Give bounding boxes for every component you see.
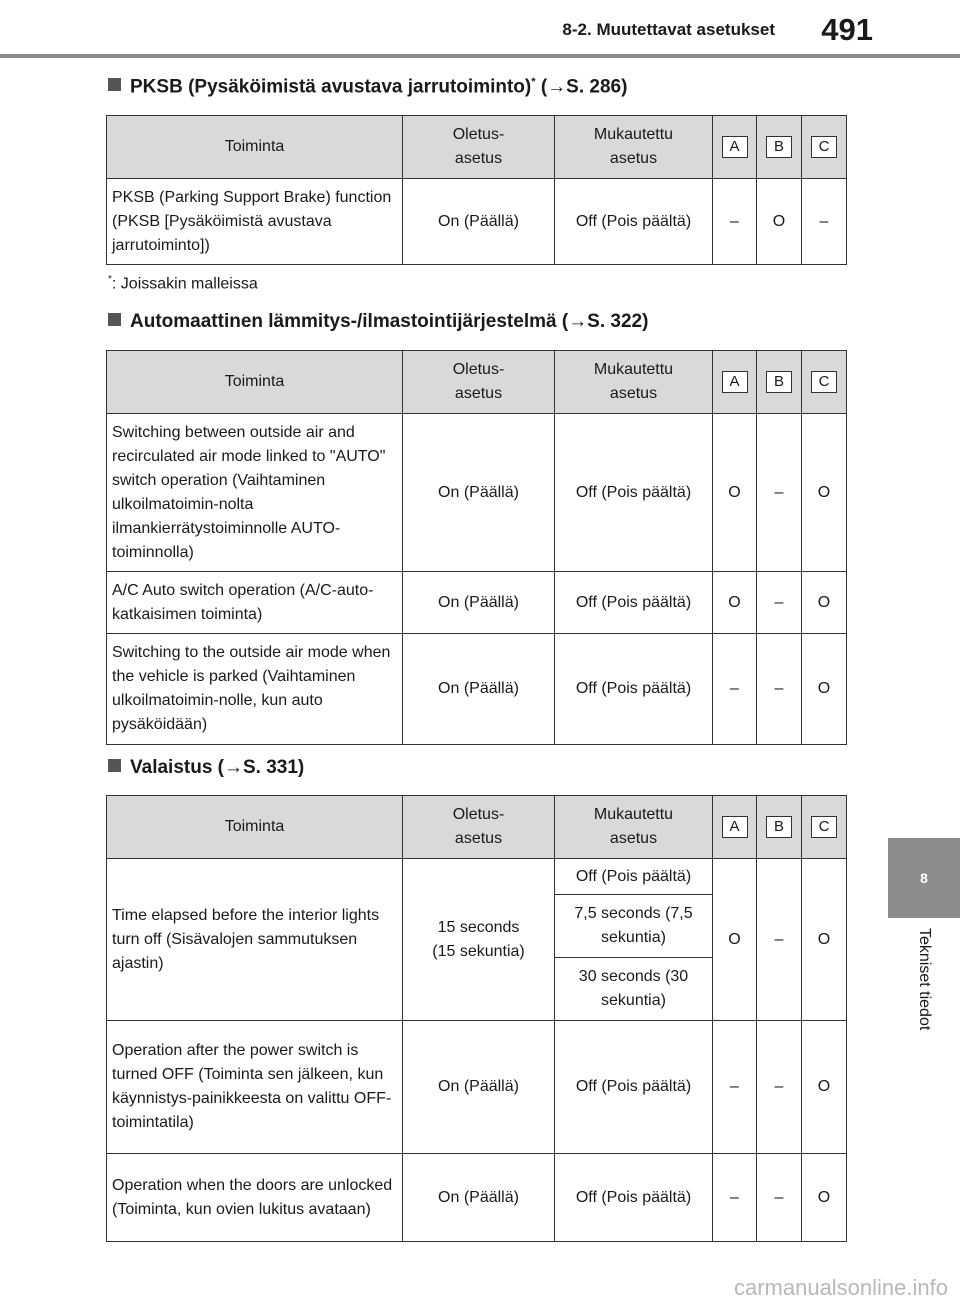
- custom-cell: Off (Pois päältä): [555, 1154, 713, 1242]
- ref-open: (: [540, 76, 548, 98]
- col-default: Oletus- asetus: [403, 116, 555, 179]
- function-cell: Time elapsed before the interior lights turn off (Sisävalojen sammutuksen ajastin): [107, 859, 403, 1021]
- a-cell: –: [713, 634, 757, 745]
- default-cell: On (Päällä): [403, 634, 555, 745]
- col-function: Toiminta: [107, 796, 403, 859]
- col-a: A: [713, 351, 757, 414]
- table-row: [107, 1021, 847, 1154]
- heading-text: Valaistus: [130, 757, 213, 778]
- custom-cell: Off (Pois päältä): [555, 572, 713, 634]
- table-row: [107, 1154, 847, 1242]
- table-header-row: [107, 796, 847, 859]
- table-row: [107, 634, 847, 745]
- settings-table-pksb: [106, 115, 847, 265]
- custom-option-cell: 7,5 seconds (7,5 sekuntia): [555, 895, 713, 958]
- function-cell: Operation after the power switch is turned OFF (Toiminta sen jälkeen, kun käynnistys-painikkeesta on valittu OFF-toimintatila): [107, 1021, 403, 1154]
- col-custom: Mukautettu asetus: [555, 796, 713, 859]
- a-cell: –: [713, 1021, 757, 1154]
- settings-table-lighting: [106, 795, 847, 1242]
- a-cell: O: [713, 859, 757, 1021]
- ref-open: (: [561, 311, 569, 332]
- section-heading-lighting: [108, 757, 304, 779]
- b-cell: O: [757, 179, 802, 265]
- custom-cell: Off (Pois päältä): [555, 414, 713, 572]
- function-cell: Switching between outside air and recirculated air mode linked to "AUTO" switch operation (Vaihtaminen ulkoilmatoimin-nolta ilmankierrätystoiminnolle AUTO-toiminnolla): [107, 414, 403, 572]
- custom-option-cell: 30 seconds (30 sekuntia): [555, 958, 713, 1021]
- b-cell: –: [757, 572, 802, 634]
- table-row: [107, 859, 847, 895]
- col-c: C: [802, 796, 847, 859]
- c-cell: O: [802, 1021, 847, 1154]
- chapter-tab[interactable]: [888, 838, 960, 918]
- b-cell: –: [757, 1154, 802, 1242]
- a-cell: –: [713, 1154, 757, 1242]
- heading-text: PKSB (Pysäköimistä avustava jarrutoiminto): [130, 76, 532, 98]
- header-divider: [0, 54, 960, 58]
- footnote-mark: *: [531, 76, 536, 88]
- heading-text: Automaattinen lämmitys-/ilmastointijärjestelmä: [130, 311, 557, 332]
- footnote: [108, 274, 258, 293]
- b-cell: –: [757, 1021, 802, 1154]
- arrow-right-icon: →: [547, 76, 567, 98]
- default-cell: On (Päällä): [403, 1021, 555, 1154]
- page-reference-link[interactable]: S. 331): [243, 757, 305, 778]
- custom-cell: Off (Pois päältä): [555, 179, 713, 265]
- settings-table-climate: [106, 350, 847, 745]
- c-cell: O: [802, 414, 847, 572]
- c-cell: O: [802, 572, 847, 634]
- col-default: Oletus- asetus: [403, 796, 555, 859]
- col-c: C: [802, 116, 847, 179]
- col-a: A: [713, 116, 757, 179]
- table-row: [107, 414, 847, 572]
- c-cell: O: [802, 1154, 847, 1242]
- function-cell: Switching to the outside air mode when the vehicle is parked (Vaihtaminen ulkoilmatoimin-nolle, kun auto pysäköidään): [107, 634, 403, 745]
- a-cell: –: [713, 179, 757, 265]
- section-heading-climate: [108, 311, 648, 333]
- page-number: 491: [821, 12, 873, 47]
- square-bullet-icon: [108, 78, 121, 91]
- col-a: A: [713, 796, 757, 859]
- c-cell: O: [802, 859, 847, 1021]
- square-bullet-icon: [108, 759, 121, 772]
- custom-cell: Off (Pois päältä): [555, 634, 713, 745]
- square-bullet-icon: [108, 313, 121, 326]
- page-reference-link[interactable]: S. 322): [587, 311, 649, 332]
- watermark: carmanualsonline.info: [733, 1275, 948, 1300]
- b-cell: –: [757, 414, 802, 572]
- b-cell: –: [757, 634, 802, 745]
- c-cell: O: [802, 634, 847, 745]
- default-cell: On (Päällä): [403, 1154, 555, 1242]
- function-cell: A/C Auto switch operation (A/C-auto-katkaisimen toiminta): [107, 572, 403, 634]
- table-row: [107, 572, 847, 634]
- col-function: Toiminta: [107, 116, 403, 179]
- table-header-row: [107, 351, 847, 414]
- col-c: C: [802, 351, 847, 414]
- section-title: 8-2. Muutettavat asetukset: [562, 20, 775, 39]
- a-cell: O: [713, 414, 757, 572]
- page-header: [0, 0, 960, 60]
- col-custom: Mukautettu asetus: [555, 351, 713, 414]
- custom-option-cell: Off (Pois päältä): [555, 859, 713, 895]
- col-function: Toiminta: [107, 351, 403, 414]
- function-cell: Operation when the doors are unlocked (Toiminta, kun ovien lukitus avataan): [107, 1154, 403, 1242]
- chapter-number: 8: [920, 870, 928, 886]
- a-cell: O: [713, 572, 757, 634]
- page-reference-link[interactable]: S. 286): [566, 76, 628, 98]
- col-b: B: [757, 796, 802, 859]
- col-b: B: [757, 351, 802, 414]
- footnote-text: : Joissakin malleissa: [111, 275, 258, 293]
- arrow-right-icon: →: [568, 311, 588, 332]
- default-cell: On (Päällä): [403, 414, 555, 572]
- table-header-row: [107, 116, 847, 179]
- arrow-right-icon: →: [224, 757, 243, 778]
- col-default: Oletus- asetus: [403, 351, 555, 414]
- table-row: [107, 179, 847, 265]
- default-cell: 15 seconds (15 sekuntia): [403, 859, 555, 1021]
- footnote-mark: *: [108, 274, 112, 285]
- ref-open: (: [217, 757, 224, 778]
- col-custom: Mukautettu asetus: [555, 116, 713, 179]
- function-cell: PKSB (Parking Support Brake) function (PKSB [Pysäköimistä avustava jarrutoiminto]): [107, 179, 403, 265]
- chapter-label: Tekniset tiedot: [916, 928, 933, 1031]
- custom-cell: Off (Pois päältä): [555, 1021, 713, 1154]
- default-cell: On (Päällä): [403, 179, 555, 265]
- b-cell: –: [757, 859, 802, 1021]
- section-heading-pksb: [108, 76, 627, 98]
- c-cell: –: [802, 179, 847, 265]
- col-b: B: [757, 116, 802, 179]
- default-cell: On (Päällä): [403, 572, 555, 634]
